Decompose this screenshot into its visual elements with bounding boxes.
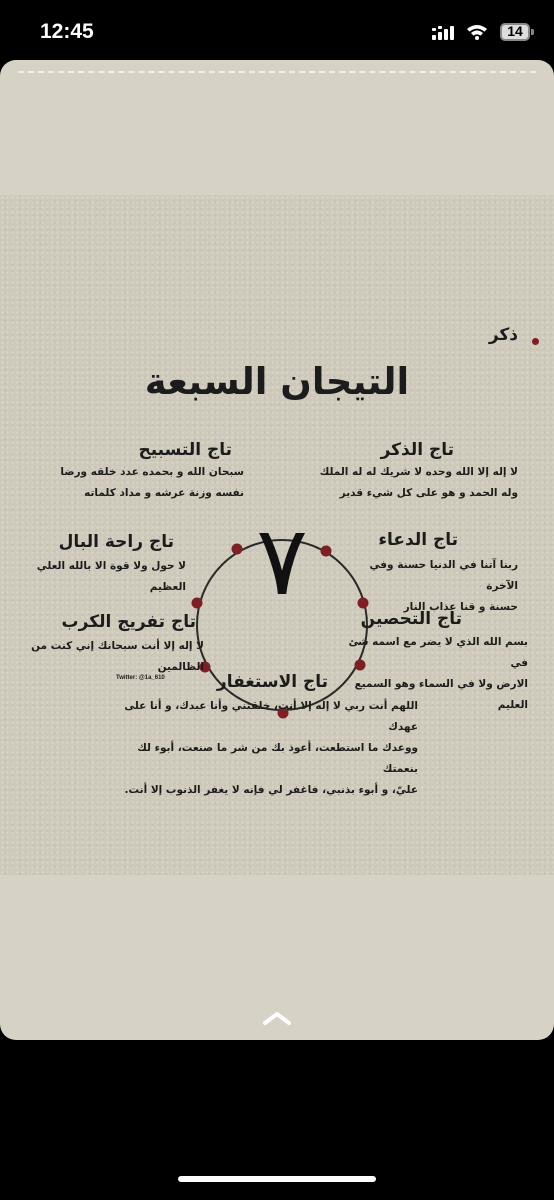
story-card[interactable] (0, 60, 554, 1040)
crown-rahat-al-bal-title: تاج راحة البال (58, 532, 174, 552)
battery-icon (500, 23, 530, 41)
crown-istighfar-title: تاج الاستغفار (216, 672, 328, 692)
status-time: 12:45 (40, 20, 94, 43)
twitter-credit: Twitter: @1a_610 (116, 675, 165, 681)
battery-level: 14 (507, 23, 523, 39)
crown-tasbih-line: سبحان الله و بحمده عدد خلقه ورضا (60, 466, 244, 478)
crown-tasbih-text (34, 462, 244, 504)
chevron-up-icon[interactable] (262, 1010, 292, 1026)
crown-tasbih-line: نفسه وزنة عرشه و مداد كلماته (84, 487, 244, 499)
crown-dhikr-line: وله الحمد و هو على كل شيء قدير (339, 487, 518, 499)
crown-tafrij-al-karb-title: تاج تفريج الكرب (61, 612, 196, 632)
node-rahat-al-bal (192, 598, 203, 609)
crown-dua-title: تاج الدعاء (378, 530, 458, 550)
page-title: التيجان السبعة (144, 360, 410, 403)
battery-nub (531, 29, 534, 35)
crown-dua-line: ربنا آتنا في الدنيا حسنة وفي الآخرة (369, 559, 518, 592)
home-indicator[interactable] (178, 1176, 376, 1182)
crown-istighfar-text (118, 696, 418, 801)
crown-dhikr-text (298, 462, 518, 504)
crown-tafrij-al-karb-text (14, 636, 204, 678)
status-bar (0, 0, 554, 62)
crown-tahsin-title: تاج التحصين (360, 609, 462, 629)
crown-rahat-al-bal-text (16, 556, 186, 598)
crown-istighfar-line: عليّ، و أبوء بذنبي، فاغفر لي فإنه لا يغفر الذنوب إلا أنت. (124, 784, 418, 796)
crown-dhikr-title: تاج الذكر (380, 440, 454, 460)
brand-label: ذكر (488, 325, 518, 345)
crown-tahsin-line: الارض ولا في السماء وهو السميع العليم (354, 678, 528, 711)
crown-tasbih-title: تاج التسبيح (138, 440, 232, 460)
crown-dhikr-line: لا إله إلا الله وحده لا شريك له له الملك (319, 466, 518, 478)
crown-dua-line: حسنة و قنا عذاب النار (403, 601, 518, 613)
crown-istighfar-line: اللهم أنت ربي لا إله إلا أنت، خلقتني وأنا عبدك، و أنا على عهدك (124, 700, 418, 733)
center-numeral: ٧ (256, 505, 308, 617)
crown-tahsin-line: بسم الله الذي لا يضر مع اسمه شئ في (348, 636, 528, 669)
wifi-icon (466, 24, 488, 40)
cellular-signal-icon (432, 26, 454, 40)
crown-rahat-al-bal-line: لا حول ولا قوة الا بالله العلي العظيم (36, 560, 186, 593)
crown-istighfar-line: ووعدك ما استطعت، أعوذ بك من شر ما صنعت، أبوء لك بنعمتك (137, 742, 418, 775)
crown-tafrij-al-karb-line: لا إله إلا أنت سبحانك إني كنت من الظالمين (31, 640, 204, 673)
